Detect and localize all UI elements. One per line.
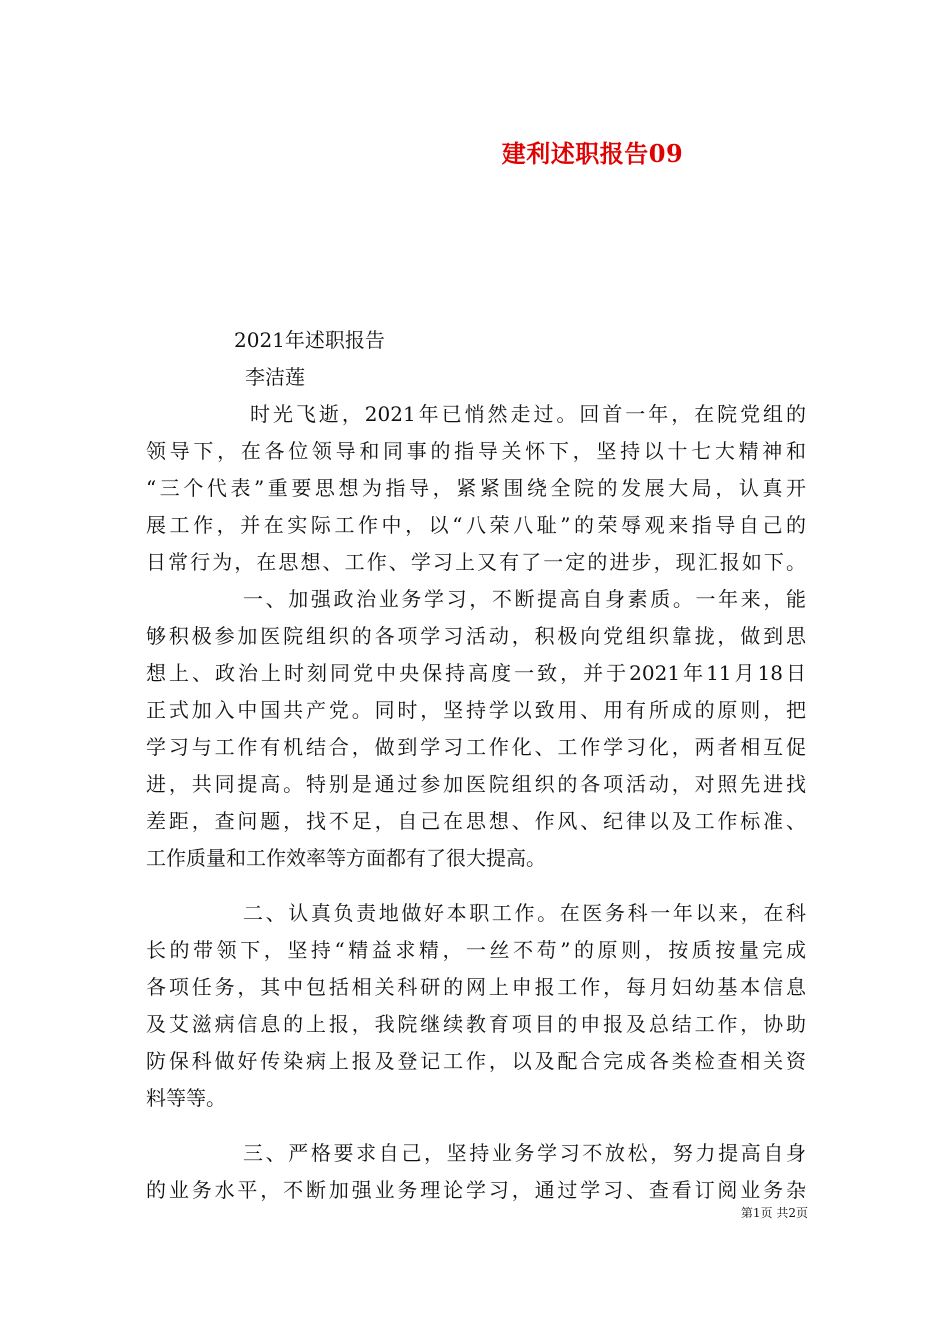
document-body — [146, 322, 806, 1209]
paragraph-line: 进，共同提高。特别是通过参加医院组织的各项活动，对照先进找 — [146, 772, 806, 796]
paragraph-gap — [146, 877, 806, 895]
paragraph-line: 料等等。 — [146, 1086, 226, 1110]
paragraph-line: “三个代表”重要思想为指导，紧紧围绕全院的发展大局，认真开 — [146, 476, 806, 500]
paragraph-line: 正式加入中国共产党。同时，坚持学以致用、用有所成的原则，把 — [146, 698, 806, 722]
paragraph-line: 三、严格要求自己，坚持业务学习不放松，努力提高自身 — [243, 1141, 806, 1165]
paragraph-line: 展工作，并在实际工作中，以“八荣八耻”的荣辱观来指导自己的 — [146, 513, 806, 537]
paragraph-line: 够积极参加医院组织的各项学习活动，积极向党组织靠拢，做到思 — [146, 624, 806, 648]
paragraph-line: 日常行为，在思想、工作、学习上又有了一定的进步，现汇报如下。 — [146, 550, 806, 574]
paragraph-line: 各项任务，其中包括相关科研的网上申报工作，每月妇幼基本信息 — [146, 975, 806, 999]
author-name: 李洁莲 — [245, 365, 305, 389]
page-number-footer: 第1页 共2页 — [740, 1206, 808, 1220]
paragraph-line: 想上、政治上时刻同党中央保持高度一致，并于2021年11月18日 — [146, 661, 806, 685]
paragraph-line: 差距，查问题，找不足，自己在思想、作风、纪律以及工作标准、 — [146, 809, 806, 833]
paragraph-line: 及艾滋病信息的上报，我院继续教育项目的申报及总结工作，协助 — [146, 1012, 806, 1036]
paragraph-line: 工作质量和工作效率等方面都有了很大提高。 — [146, 846, 546, 870]
paragraph-line: 时光飞逝，2021年已悄然走过。回首一年，在院党组的 — [250, 402, 806, 426]
paragraph-line: 一、加强政治业务学习，不断提高自身素质。一年来，能 — [243, 587, 806, 611]
page-title: 建利述职报告09 — [501, 139, 684, 168]
report-heading: 2021年述职报告 — [234, 328, 385, 352]
paragraph-line: 学习与工作有机结合，做到学习工作化、工作学习化，两者相互促 — [146, 735, 806, 759]
paragraph-gap — [146, 1117, 806, 1135]
paragraph-line: 长的带领下，坚持“精益求精，一丝不苟”的原则，按质按量完成 — [146, 938, 806, 962]
paragraph-line: 领导下，在各位领导和同事的指导关怀下，坚持以十七大精神和 — [146, 439, 806, 463]
paragraph-line: 防保科做好传染病上报及登记工作，以及配合完成各类检查相关资 — [146, 1049, 806, 1073]
paragraph-line: 二、认真负责地做好本职工作。在医务科一年以来，在科 — [243, 901, 806, 925]
paragraph-line: 的业务水平，不断加强业务理论学习，通过学习、查看订阅业务杂 — [146, 1178, 806, 1202]
